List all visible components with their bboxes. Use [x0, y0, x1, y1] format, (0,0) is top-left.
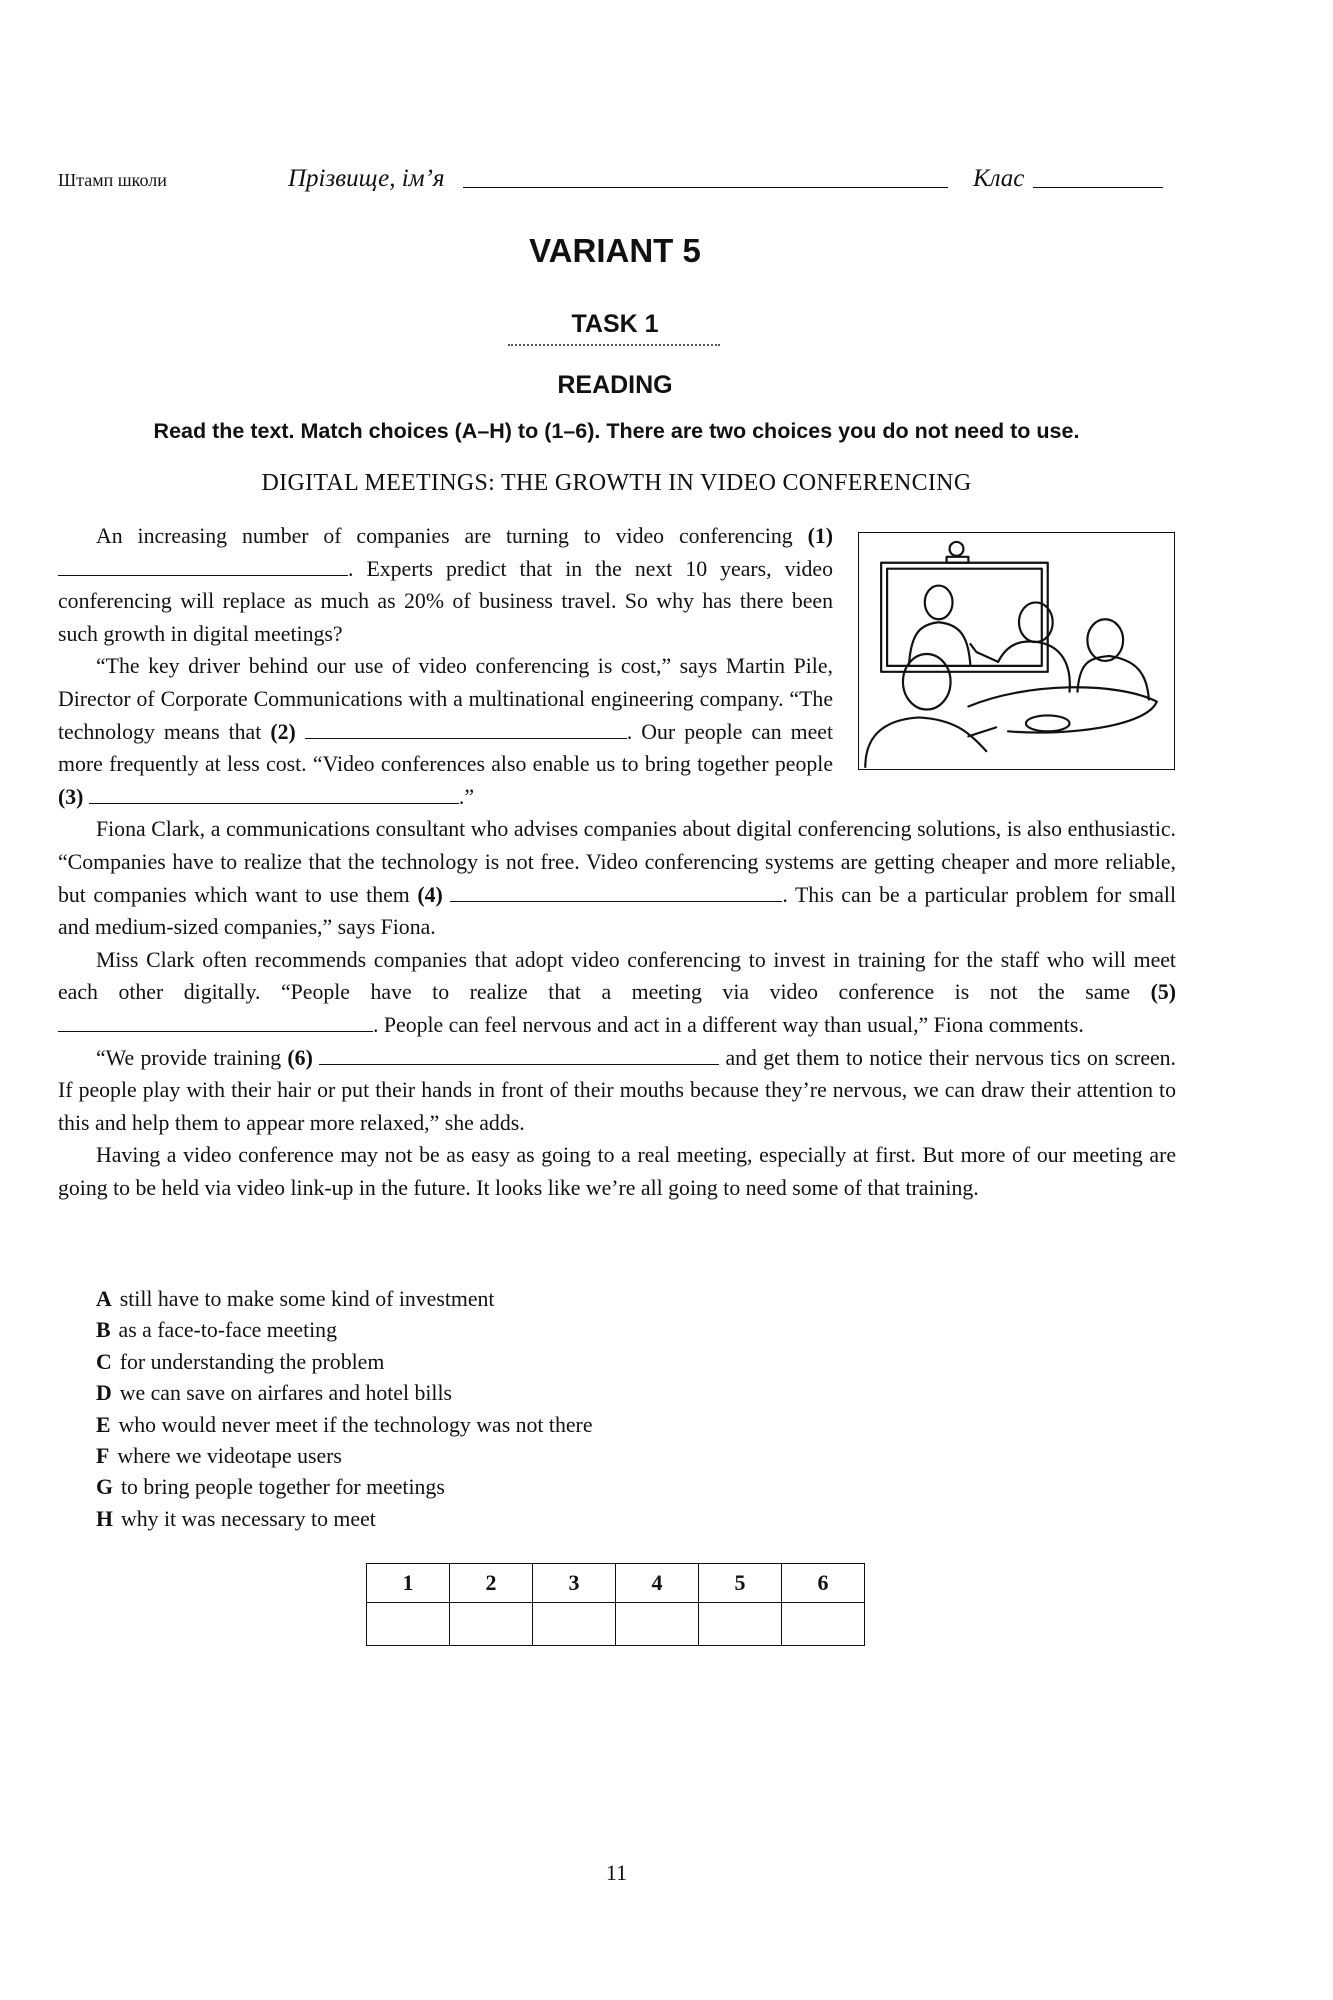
- answer-header-4: 4: [616, 1564, 699, 1603]
- paragraph-3-text-a: Fiona Clark, a communications consultant who advises companies about digital conferencing solutions, is also enthusiastic. “Companies have to realize that the technology is not free. Video conferencing systems are getting cheaper and more reliable, but companies which want to use them: [58, 817, 1176, 907]
- answer-header-6: 6: [782, 1564, 865, 1603]
- answer-cell-6[interactable]: [782, 1603, 865, 1646]
- gap-6-number: (6): [287, 1045, 313, 1070]
- choice-text: for understanding the problem: [119, 1349, 385, 1374]
- choice-text: still have to make some kind of investment: [119, 1287, 495, 1311]
- choice-text: who would never meet if the technology was not there: [118, 1412, 593, 1437]
- answer-header-2: 2: [450, 1564, 533, 1603]
- paragraph-6: Having a video conference may not be as easy as going to a real meeting, especially at first. But more of our meeting are going to be held via video link-up in the future. It looks like we’re all going to need some of that training.: [58, 1143, 1176, 1200]
- paragraph-1-text-b: . Experts predict that in the next 10 years, video conferencing will replace as much as 20% of business travel. So why has there been such growth in digital meetings?: [58, 556, 833, 646]
- class-label: Клас: [973, 165, 1025, 192]
- section-title: READING: [557, 371, 673, 399]
- gap-5-blank[interactable]: [58, 1011, 373, 1032]
- choice-c: [96, 1347, 593, 1378]
- gap-6-blank[interactable]: [319, 1044, 719, 1065]
- paragraph-3-text-b: . This can be a particular problem for small and medium-sized companies,” says Fiona.: [58, 882, 1176, 940]
- answer-cell-1[interactable]: [367, 1603, 450, 1646]
- choice-letter: B: [96, 1318, 111, 1343]
- task-underline: [508, 344, 720, 346]
- surname-label: Прізвище, ім’я: [288, 165, 445, 192]
- choice-h: [96, 1504, 593, 1535]
- gap-3-number: (3): [58, 784, 84, 809]
- choice-text: why it was necessary to meet: [120, 1506, 376, 1531]
- answer-grid: [366, 1563, 865, 1646]
- paragraph-5-text-a: “We provide training: [96, 1045, 282, 1070]
- answer-cell-3[interactable]: [533, 1603, 616, 1646]
- task-title: TASK 1: [571, 310, 659, 338]
- paragraph-1: [58, 520, 833, 650]
- answer-header-1: 1: [367, 1564, 450, 1603]
- paragraph-2-text-a: “The key driver behind our use of video conferencing is cost,” says Martin Pile, Director of Corporate Communications with a multinational engineering company. “The technology means that: [58, 654, 833, 744]
- paragraph-4-text-b: . People can feel nervous and act in a different way than usual,” Fiona comments.: [373, 1012, 1084, 1037]
- choice-f: [96, 1441, 593, 1472]
- choice-b: [96, 1315, 593, 1346]
- answer-cell-2[interactable]: [450, 1603, 533, 1646]
- paragraph-2-text-c: .”: [458, 784, 474, 809]
- gap-3-blank[interactable]: [89, 783, 459, 804]
- gap-4-blank[interactable]: [450, 881, 782, 902]
- choice-text: where we videotape users: [117, 1444, 342, 1469]
- article-title: DIGITAL MEETINGS: THE GROWTH IN VIDEO CONFERENCING: [261, 470, 972, 496]
- paragraph-4-text-a: Miss Clark often recommends companies that adopt video conferencing to invest in training for the staff who will meet each other digitally. “People have to realize that a meeting via video conference is not the same: [58, 947, 1176, 1005]
- paragraph-2: [58, 650, 833, 813]
- page-number: 11: [605, 1860, 628, 1885]
- surname-field[interactable]: [463, 187, 948, 188]
- gap-4-number: (4): [417, 882, 443, 907]
- choice-letter: G: [96, 1475, 113, 1500]
- paragraph-5-text-b: and get them to notice their nervous tics on screen. If people play with their hair or put their hands in front of their mouths because they’re nervous, we can draw their attention to this and help them to appear more relaxed,” she adds.: [58, 1045, 1177, 1135]
- gap-2-number: (2): [270, 719, 296, 744]
- choice-letter: D: [96, 1381, 112, 1406]
- student-header: [58, 165, 1168, 205]
- choice-letter: H: [96, 1506, 113, 1531]
- gap-1-blank[interactable]: [58, 555, 348, 576]
- variant-title: VARIANT 5: [529, 232, 701, 269]
- choice-letter: F: [96, 1444, 110, 1469]
- answer-cell-4[interactable]: [616, 1603, 699, 1646]
- answer-header-5: 5: [699, 1564, 782, 1603]
- choice-letter: E: [96, 1412, 111, 1437]
- task-instruction: Read the text. Match choices (A–H) to (1–6). There are two choices you do not need to use.: [153, 419, 1080, 443]
- answer-cell-5[interactable]: [699, 1603, 782, 1646]
- choice-letter: A: [96, 1287, 112, 1311]
- paragraph-5: [58, 1042, 1176, 1140]
- choice-a: [96, 1284, 593, 1315]
- paragraph-2-text-b: . Our people can meet more frequently at less cost. “Video conferences also enable us to bring together people: [58, 719, 834, 777]
- choice-e: [96, 1410, 593, 1441]
- choice-letter: C: [96, 1349, 112, 1374]
- article-body: [58, 520, 1176, 1204]
- choice-text: to bring people together for meetings: [120, 1475, 445, 1500]
- gap-5-number: (5): [1150, 980, 1176, 1005]
- answer-grid-cells: [367, 1603, 865, 1646]
- school-stamp-label: Штамп школи: [58, 170, 167, 190]
- gap-2-blank[interactable]: [305, 718, 627, 739]
- choice-g: [96, 1472, 593, 1503]
- paragraph-3: [58, 813, 1176, 943]
- gap-1-number: (1): [807, 524, 833, 548]
- choices-list: [96, 1284, 593, 1535]
- class-field[interactable]: [1033, 187, 1163, 188]
- paragraph-1-text-a: An increasing number of companies are turning to video conferencing: [96, 524, 793, 548]
- choice-text: as a face-to-face meeting: [118, 1318, 337, 1343]
- answer-grid-header: [367, 1564, 865, 1603]
- choice-d: [96, 1378, 593, 1409]
- choice-text: we can save on airfares and hotel bills: [119, 1381, 453, 1406]
- answer-header-3: 3: [533, 1564, 616, 1603]
- paragraph-4: [58, 944, 1176, 1042]
